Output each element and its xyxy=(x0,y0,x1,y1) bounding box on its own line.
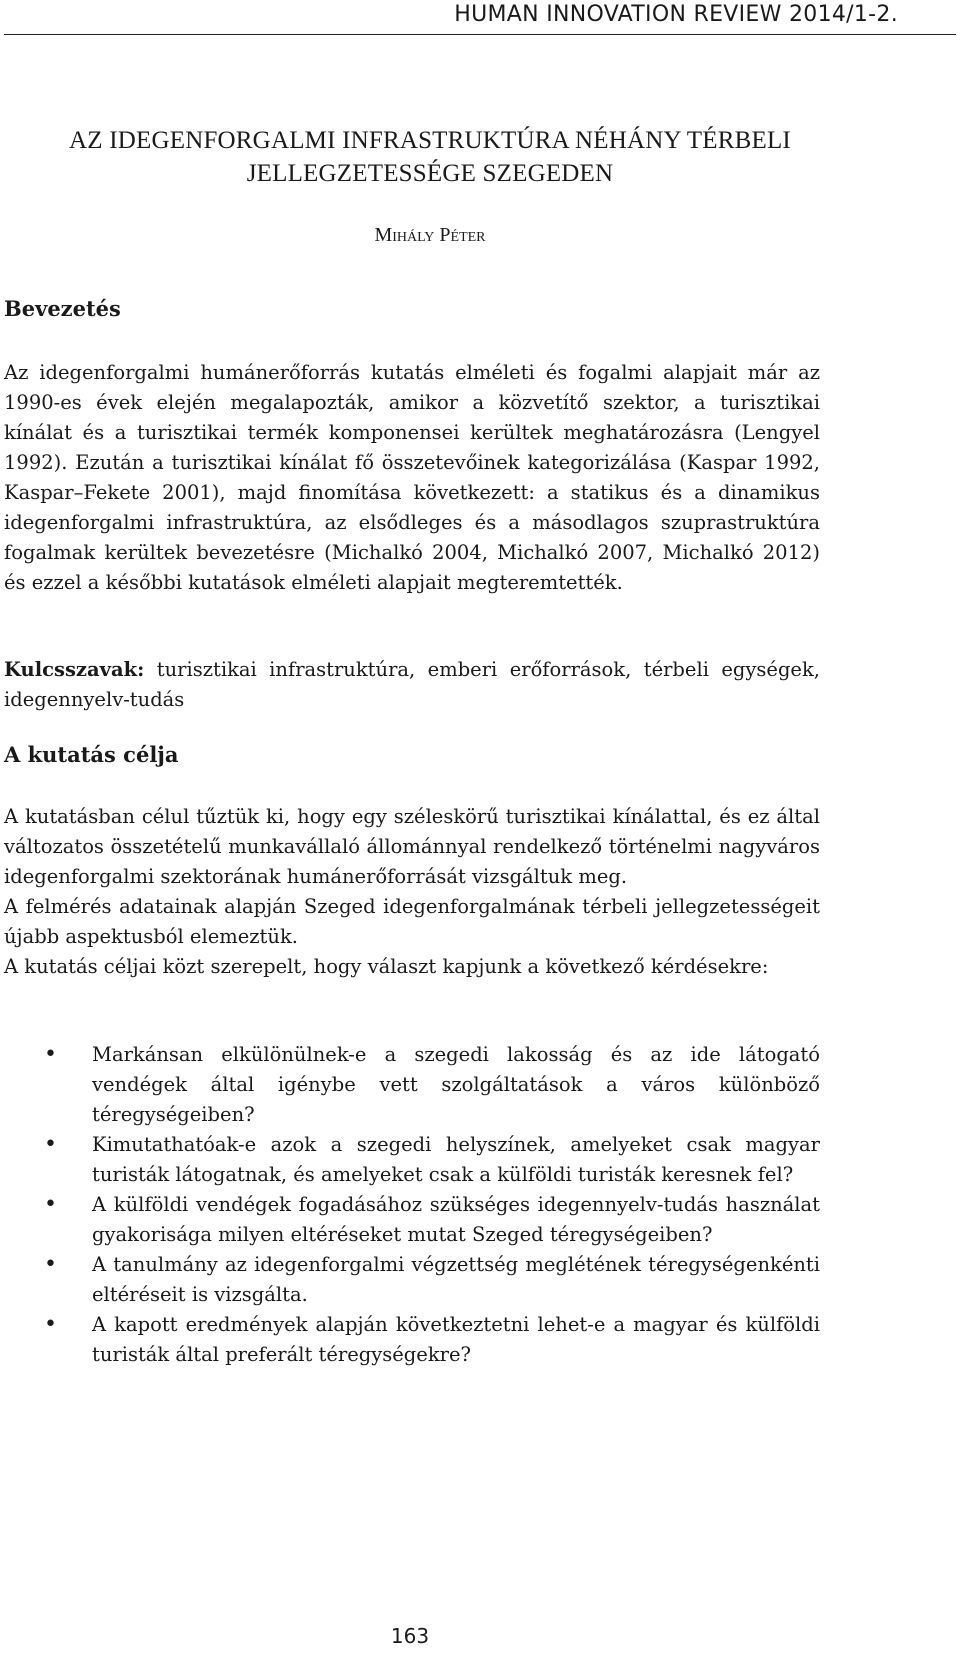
list-item: • A tanulmány az idegenforgalmi végzettség meglétének téregységenkénti eltéréseit is vizsgálta. xyxy=(44,1252,820,1306)
running-header xyxy=(0,0,960,34)
section-heading-intro: Bevezetés xyxy=(4,296,121,321)
article-title xyxy=(30,124,830,190)
list-item: • A külföldi vendégek fogadásához szükséges idegennyelv-tudás használat gyakorisága milyen eltéréseket mutat Szeged téregységeiben? xyxy=(44,1192,820,1246)
bullet-icon: • xyxy=(44,1312,57,1337)
aim-paragraph-1: A kutatásban célul tűztük ki, hogy egy széleskörű turisztikai kínálattal, és ez által változatos összetételű munkavállaló állománnyal rendelkező történelmi nagyváros idegenforgalmi szektorának humánerőforrását vizsgáltuk meg. xyxy=(4,805,820,888)
page-number: 163 xyxy=(390,1624,430,1648)
aim-paragraphs xyxy=(4,802,820,982)
bullet-icon: • xyxy=(44,1192,57,1217)
keywords-label: Kulcsszavak: xyxy=(4,658,145,681)
article-title-line-1: AZ IDEGENFORGALMI INFRASTRUKTÚRA NÉHÁNY TÉRBELI xyxy=(69,127,791,154)
intro-paragraph xyxy=(4,358,820,598)
list-item: • A kapott eredmények alapján következtetni lehet-e a magyar és külföldi turisták által preferált téregységekre? xyxy=(44,1312,820,1366)
list-item: • Markánsan elkülönülnek-e a szegedi lakosság és az ide látogató vendégek által igénybe vett szolgáltatások a város különböző téregységeiben? xyxy=(44,1042,820,1126)
keywords-text: turisztikai infrastruktúra, emberi erőforrások, térbeli egységek, idegennyelv-tudás xyxy=(4,658,820,711)
section-heading-aim: A kutatás célja xyxy=(4,742,179,767)
journal-running-title: HUMAN INNOVATION REVIEW 2014/1-2. xyxy=(454,2,898,27)
bullet-icon: • xyxy=(44,1132,57,1157)
bullet-icon: • xyxy=(44,1252,57,1277)
intro-text: Az idegenforgalmi humánerőforrás kutatás elméleti és fogalmi alapjait már az 1990-es évek elején megalapozták, amikor a közvetítő szektor, a turisztikai kínálat és a turisztikai termék komponensei kerültek meghatározásra (Lengyel 1992). Ezután a turisztikai kínálat fő összetevőinek kategorizálása (Kaspar 1992, Kaspar–Fekete 2001), majd finomítása következett: a statikus és a dinamikus idegenforgalmi infrastruktúra, az elsődleges és a másodlagos szuprastruktúra fogalmak kerültek bevezetésre (Michalkó 2004, Michalkó 2007, Michalkó 2012) és ezzel a későbbi kutatások elméleti alapjait megteremtették. xyxy=(4,361,820,594)
research-questions-list xyxy=(4,1040,820,1370)
article-author: Mihály Péter xyxy=(374,224,486,246)
bullet-icon: • xyxy=(44,1042,57,1067)
article-title-line-2: JELLEGZETESSÉGE SZEGEDEN xyxy=(246,160,614,187)
aim-paragraph-2: A felmérés adatainak alapján Szeged idegenforgalmának térbeli jellegzetességeit újabb aspektusból elemeztük. xyxy=(4,895,820,948)
header-rule xyxy=(4,34,956,35)
aim-paragraph-3: A kutatás céljai közt szerepelt, hogy választ kapjunk a következő kérdésekre: xyxy=(4,955,769,978)
keywords-paragraph xyxy=(4,655,820,715)
list-item: • Kimutathatóak-e azok a szegedi helyszínek, amelyeket csak magyar turisták látogatnak, és amelyeket csak a külföldi turisták keresnek fel? xyxy=(44,1132,820,1186)
